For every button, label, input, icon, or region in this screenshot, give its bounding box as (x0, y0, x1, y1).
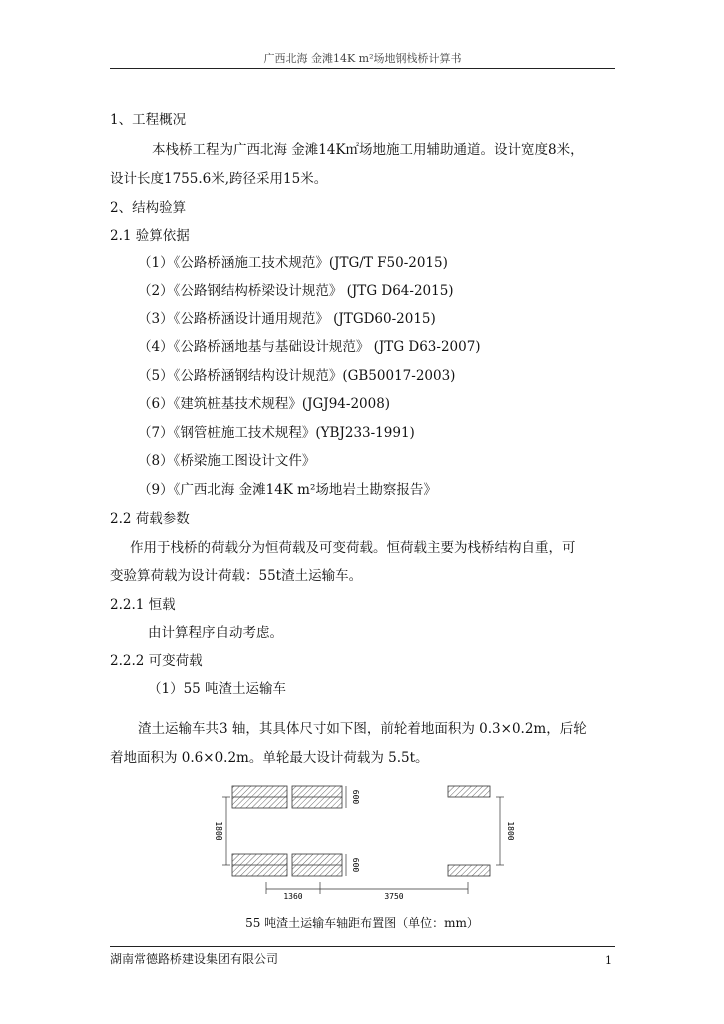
section-2-title: 2、结构验算 (110, 200, 187, 216)
section-2-2-text-line-1: 作用于栈桥的荷载分为恒荷载及可变荷载。恒荷载主要为栈桥结构自重，可 (130, 540, 576, 556)
section-2-2-text-line-2: 变验算荷载为设计荷载：55t渣土运输车。 (110, 568, 363, 584)
reference-item: （6）《建筑桩基技术规程》(JGJ94-2008) (138, 396, 391, 412)
section-2-2-2-text-line-2: 着地面积为 0.6×0.2m。单轮最大设计荷载为 5.5t。 (110, 750, 429, 766)
section-2-2-title: 2.2 荷载参数 (110, 511, 190, 527)
dim-wheel-width-bottom: 600 (351, 857, 360, 873)
section-2-2-1-text: 由计算程序自动考虑。 (148, 625, 283, 641)
dim-axle-spacing-2: 3750 (384, 892, 404, 901)
section-2-1-title: 2.1 验算依据 (110, 228, 190, 244)
page-number: 1 (605, 954, 612, 967)
dim-track-left: 1800 (214, 821, 223, 841)
dim-track-right: 1800 (506, 821, 515, 841)
reference-item: （3）《公路桥涵设计通用规范》 (JTGD60-2015) (138, 311, 436, 327)
section-1-title: 1、工程概况 (110, 112, 187, 128)
dim-wheel-width-top: 600 (351, 789, 360, 805)
page-header: 广西北海 金滩14K m²场地钢栈桥计算书 (263, 52, 462, 65)
dim-axle-spacing-1: 1360 (283, 892, 303, 901)
reference-item: （9）《广西北海 金滩14K m²场地岩土勘察报告》 (138, 482, 437, 498)
figure-caption: 55 吨渣土运输车轴距布置图（单位：mm） (245, 916, 479, 930)
section-1-text-line-2: 设计长度1755.6米,跨径采用15米。 (110, 171, 328, 187)
axle-layout-figure (200, 780, 530, 910)
header-rule (110, 68, 615, 69)
reference-item: （5）《公路桥涵钢结构设计规范》(GB50017-2003) (138, 368, 456, 384)
section-2-2-2-subtitle: （1）55 吨渣土运输车 (148, 681, 287, 697)
reference-item: （8）《桥梁施工图设计文件》 (138, 453, 316, 469)
reference-item: （4）《公路桥涵地基与基础设计规范》 (JTG D63-2007) (138, 339, 481, 355)
wheel-bottom-front (448, 865, 490, 876)
section-2-2-1-title: 2.2.1 恒载 (110, 597, 176, 613)
reference-item: （2）《公路钢结构桥梁设计规范》 (JTG D64-2015) (138, 283, 454, 299)
wheel-top-front (448, 786, 490, 797)
reference-item: （1）《公路桥涵施工技术规范》(JTG/T F50-2015) (138, 255, 448, 271)
footer-rule (110, 946, 615, 947)
section-2-2-2-title: 2.2.2 可变荷载 (110, 653, 203, 669)
footer-company: 湖南常德路桥建设集团有限公司 (110, 952, 279, 966)
section-1-text-line-1: 本栈桥工程为广西北海 金滩14K㎡场地施工用辅助通道。设计宽度8米， (152, 142, 584, 158)
reference-item: （7）《钢管桩施工技术规程》(YBJ233-1991) (138, 425, 415, 441)
section-2-2-2-text-line-1: 渣土运输车共3 轴，其具体尺寸如下图，前轮着地面积为 0.3×0.2m，后轮 (138, 721, 587, 737)
